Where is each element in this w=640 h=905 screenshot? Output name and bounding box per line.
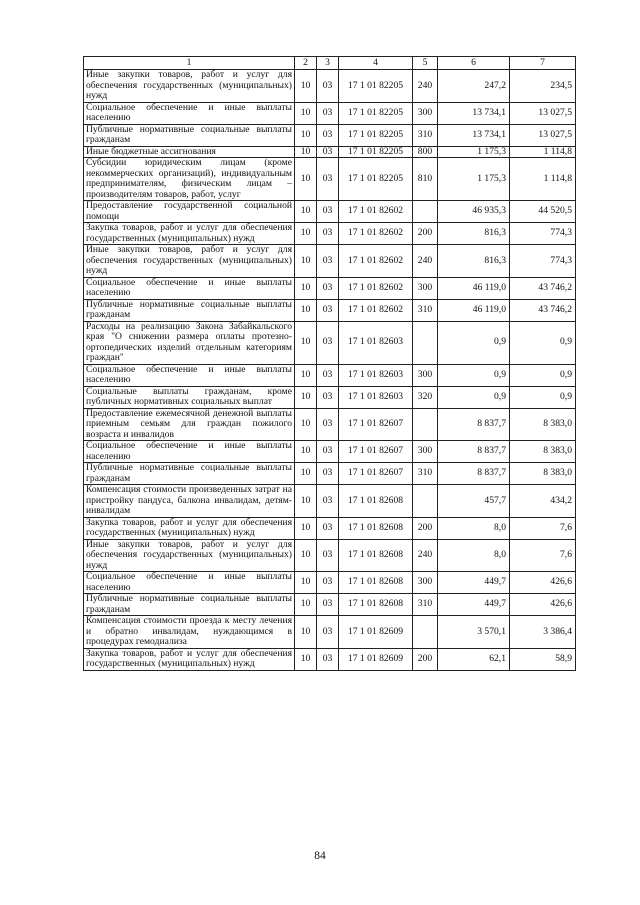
target-article-code: 17 1 01 82607 — [339, 441, 413, 463]
subsection-code: 03 — [317, 616, 339, 649]
row-label: Предоставление ежемесячной денежной выплаты приемным семьям для граждан пожилого возраста и инвалидов — [84, 408, 295, 441]
expense-type-code: 240 — [413, 539, 438, 572]
expense-type-code: 240 — [413, 245, 438, 278]
expense-type-code: 200 — [413, 648, 438, 670]
amount-year-1: 0,9 — [438, 321, 510, 364]
amount-year-2: 13 027,5 — [510, 102, 576, 124]
target-article-code: 17 1 01 82205 — [339, 70, 413, 103]
row-label: Иные бюджетные ассигнования — [84, 146, 295, 158]
row-label: Социальное обеспечение и иные выплаты населению — [84, 277, 295, 299]
amount-year-1: 457,7 — [438, 485, 510, 518]
amount-year-1: 46 119,0 — [438, 277, 510, 299]
row-label: Закупка товаров, работ и услуг для обеспечения государственных (муниципальных) нужд — [84, 223, 295, 245]
row-label: Публичные нормативные социальные выплаты гражданам — [84, 124, 295, 146]
table-row — [84, 616, 576, 649]
page-number: 84 — [314, 850, 326, 862]
row-label: Публичные нормативные социальные выплаты гражданам — [84, 299, 295, 321]
table-row — [84, 201, 576, 223]
subsection-code: 03 — [317, 572, 339, 594]
expense-type-code — [413, 408, 438, 441]
row-label: Публичные нормативные социальные выплаты гражданам — [84, 594, 295, 616]
subsection-code: 03 — [317, 124, 339, 146]
expense-type-code: 240 — [413, 70, 438, 103]
amount-year-2: 0,9 — [510, 321, 576, 364]
table-row — [84, 364, 576, 386]
expense-type-code: 300 — [413, 572, 438, 594]
row-label: Социальное обеспечение и иные выплаты населению — [84, 364, 295, 386]
amount-year-1: 13 734,1 — [438, 102, 510, 124]
expense-type-code: 310 — [413, 299, 438, 321]
amount-year-1: 247,2 — [438, 70, 510, 103]
amount-year-2: 58,9 — [510, 648, 576, 670]
subsection-code: 03 — [317, 102, 339, 124]
amount-year-2: 426,6 — [510, 594, 576, 616]
expense-type-code: 800 — [413, 146, 438, 158]
amount-year-1: 8,0 — [438, 517, 510, 539]
table-row — [84, 321, 576, 364]
expense-type-code: 300 — [413, 102, 438, 124]
row-label: Компенсация стоимости произведенных затрат на пристройку пандуса, балкона инвалидам, детям-инвалидам — [84, 485, 295, 518]
row-label: Социальное обеспечение и иные выплаты населению — [84, 572, 295, 594]
section-code: 10 — [295, 277, 317, 299]
table-row — [84, 539, 576, 572]
column-header: 1 — [84, 57, 295, 70]
amount-year-2: 43 746,2 — [510, 277, 576, 299]
target-article-code: 17 1 01 82608 — [339, 485, 413, 518]
target-article-code: 17 1 01 82603 — [339, 321, 413, 364]
table-row — [84, 386, 576, 408]
amount-year-2: 8 383,0 — [510, 463, 576, 485]
target-article-code: 17 1 01 82602 — [339, 245, 413, 278]
row-label: Иные закупки товаров, работ и услуг для обеспечения государственных (муниципальных) нужд — [84, 539, 295, 572]
expense-type-code — [413, 201, 438, 223]
amount-year-1: 8 837,7 — [438, 441, 510, 463]
expense-type-code: 310 — [413, 463, 438, 485]
target-article-code: 17 1 01 82608 — [339, 517, 413, 539]
table-row — [84, 277, 576, 299]
amount-year-2: 0,9 — [510, 386, 576, 408]
table-row — [84, 245, 576, 278]
section-code: 10 — [295, 364, 317, 386]
column-header: 2 — [295, 57, 317, 70]
expense-type-code: 320 — [413, 386, 438, 408]
subsection-code: 03 — [317, 201, 339, 223]
column-header: 4 — [339, 57, 413, 70]
section-code: 10 — [295, 158, 317, 201]
section-code: 10 — [295, 386, 317, 408]
amount-year-1: 816,3 — [438, 245, 510, 278]
expense-type-code: 200 — [413, 517, 438, 539]
target-article-code: 17 1 01 82602 — [339, 201, 413, 223]
section-code: 10 — [295, 299, 317, 321]
table-row — [84, 124, 576, 146]
section-code: 10 — [295, 463, 317, 485]
amount-year-2: 43 746,2 — [510, 299, 576, 321]
amount-year-1: 8 837,7 — [438, 463, 510, 485]
target-article-code: 17 1 01 82602 — [339, 223, 413, 245]
subsection-code: 03 — [317, 463, 339, 485]
table-row — [84, 299, 576, 321]
target-article-code: 17 1 01 82205 — [339, 158, 413, 201]
column-header: 5 — [413, 57, 438, 70]
budget-table — [83, 56, 576, 671]
target-article-code: 17 1 01 82608 — [339, 594, 413, 616]
amount-year-2: 774,3 — [510, 223, 576, 245]
subsection-code: 03 — [317, 299, 339, 321]
amount-year-1: 816,3 — [438, 223, 510, 245]
target-article-code: 17 1 01 82602 — [339, 299, 413, 321]
section-code: 10 — [295, 321, 317, 364]
expense-type-code — [413, 321, 438, 364]
row-label: Социальные выплаты гражданам, кроме публичных нормативных социальных выплат — [84, 386, 295, 408]
expense-type-code: 300 — [413, 277, 438, 299]
target-article-code: 17 1 01 82603 — [339, 386, 413, 408]
row-label: Закупка товаров, работ и услуг для обеспечения государственных (муниципальных) нужд — [84, 517, 295, 539]
expense-type-code: 300 — [413, 441, 438, 463]
amount-year-1: 0,9 — [438, 364, 510, 386]
subsection-code: 03 — [317, 408, 339, 441]
column-header: 6 — [438, 57, 510, 70]
amount-year-2: 774,3 — [510, 245, 576, 278]
table-row — [84, 572, 576, 594]
amount-year-1: 8 837,7 — [438, 408, 510, 441]
amount-year-2: 44 520,5 — [510, 201, 576, 223]
amount-year-1: 46 119,0 — [438, 299, 510, 321]
row-label: Субсидии юридическим лицам (кроме некоммерческих организаций), индивидуальным предпринимателям, физическим лицам – производителям товаров, работ, услуг — [84, 158, 295, 201]
amount-year-1: 449,7 — [438, 572, 510, 594]
row-label: Предоставление государственной социальной помощи — [84, 201, 295, 223]
amount-year-2: 8 383,0 — [510, 441, 576, 463]
row-label: Компенсация стоимости проезда к месту лечения и обратно инвалидам, нуждающимся в процедурах гемодиализа — [84, 616, 295, 649]
amount-year-1: 1 175,3 — [438, 158, 510, 201]
subsection-code: 03 — [317, 146, 339, 158]
expense-type-code: 300 — [413, 364, 438, 386]
amount-year-2: 3 386,4 — [510, 616, 576, 649]
table-row — [84, 594, 576, 616]
subsection-code: 03 — [317, 70, 339, 103]
amount-year-2: 0,9 — [510, 364, 576, 386]
target-article-code: 17 1 01 82603 — [339, 364, 413, 386]
table-body — [84, 70, 576, 671]
subsection-code: 03 — [317, 517, 339, 539]
target-article-code: 17 1 01 82205 — [339, 124, 413, 146]
row-label: Закупка товаров, работ и услуг для обеспечения государственных (муниципальных) нужд — [84, 648, 295, 670]
section-code: 10 — [295, 408, 317, 441]
table-row — [84, 517, 576, 539]
amount-year-1: 1 175,3 — [438, 146, 510, 158]
subsection-code: 03 — [317, 441, 339, 463]
target-article-code: 17 1 01 82602 — [339, 277, 413, 299]
subsection-code: 03 — [317, 485, 339, 518]
amount-year-2: 8 383,0 — [510, 408, 576, 441]
amount-year-2: 234,5 — [510, 70, 576, 103]
subsection-code: 03 — [317, 158, 339, 201]
target-article-code: 17 1 01 82609 — [339, 616, 413, 649]
amount-year-2: 1 114,8 — [510, 158, 576, 201]
table-row — [84, 102, 576, 124]
section-code: 10 — [295, 441, 317, 463]
subsection-code: 03 — [317, 277, 339, 299]
table-row — [84, 441, 576, 463]
amount-year-1: 62,1 — [438, 648, 510, 670]
column-header: 3 — [317, 57, 339, 70]
table-row — [84, 223, 576, 245]
column-header: 7 — [510, 57, 576, 70]
section-code: 10 — [295, 146, 317, 158]
amount-year-2: 7,6 — [510, 539, 576, 572]
section-code: 10 — [295, 124, 317, 146]
subsection-code: 03 — [317, 321, 339, 364]
subsection-code: 03 — [317, 648, 339, 670]
section-code: 10 — [295, 616, 317, 649]
amount-year-1: 8,0 — [438, 539, 510, 572]
section-code: 10 — [295, 572, 317, 594]
row-label: Социальное обеспечение и иные выплаты населению — [84, 102, 295, 124]
amount-year-1: 3 570,1 — [438, 616, 510, 649]
target-article-code: 17 1 01 82607 — [339, 463, 413, 485]
table-row — [84, 158, 576, 201]
target-article-code: 17 1 01 82205 — [339, 146, 413, 158]
amount-year-2: 13 027,5 — [510, 124, 576, 146]
target-article-code: 17 1 01 82608 — [339, 572, 413, 594]
expense-type-code — [413, 485, 438, 518]
table-row — [84, 70, 576, 103]
target-article-code: 17 1 01 82608 — [339, 539, 413, 572]
section-code: 10 — [295, 70, 317, 103]
subsection-code: 03 — [317, 594, 339, 616]
subsection-code: 03 — [317, 539, 339, 572]
expense-type-code: 200 — [413, 223, 438, 245]
amount-year-1: 13 734,1 — [438, 124, 510, 146]
amount-year-2: 1 114,8 — [510, 146, 576, 158]
table-row — [84, 408, 576, 441]
section-code: 10 — [295, 485, 317, 518]
section-code: 10 — [295, 648, 317, 670]
target-article-code: 17 1 01 82205 — [339, 102, 413, 124]
amount-year-2: 434,2 — [510, 485, 576, 518]
row-label: Социальное обеспечение и иные выплаты населению — [84, 441, 295, 463]
amount-year-1: 0,9 — [438, 386, 510, 408]
target-article-code: 17 1 01 82609 — [339, 648, 413, 670]
amount-year-2: 426,6 — [510, 572, 576, 594]
amount-year-1: 449,7 — [438, 594, 510, 616]
row-label: Расходы на реализацию Закона Забайкальского края "О снижении размера оплаты протезно-ортопедических изделий отдельным категориям граждан" — [84, 321, 295, 364]
subsection-code: 03 — [317, 386, 339, 408]
table-row — [84, 648, 576, 670]
section-code: 10 — [295, 594, 317, 616]
subsection-code: 03 — [317, 223, 339, 245]
row-label: Иные закупки товаров, работ и услуг для обеспечения государственных (муниципальных) нужд — [84, 70, 295, 103]
amount-year-2: 7,6 — [510, 517, 576, 539]
section-code: 10 — [295, 223, 317, 245]
table-row — [84, 463, 576, 485]
expense-type-code: 310 — [413, 594, 438, 616]
expense-type-code: 810 — [413, 158, 438, 201]
amount-year-1: 46 935,3 — [438, 201, 510, 223]
table-row — [84, 485, 576, 518]
row-label: Иные закупки товаров, работ и услуг для обеспечения государственных (муниципальных) нужд — [84, 245, 295, 278]
section-code: 10 — [295, 517, 317, 539]
section-code: 10 — [295, 539, 317, 572]
expense-type-code — [413, 616, 438, 649]
section-code: 10 — [295, 102, 317, 124]
table-header-row — [84, 57, 576, 70]
table-row — [84, 146, 576, 158]
row-label: Публичные нормативные социальные выплаты гражданам — [84, 463, 295, 485]
expense-type-code: 310 — [413, 124, 438, 146]
subsection-code: 03 — [317, 245, 339, 278]
section-code: 10 — [295, 245, 317, 278]
section-code: 10 — [295, 201, 317, 223]
target-article-code: 17 1 01 82607 — [339, 408, 413, 441]
subsection-code: 03 — [317, 364, 339, 386]
